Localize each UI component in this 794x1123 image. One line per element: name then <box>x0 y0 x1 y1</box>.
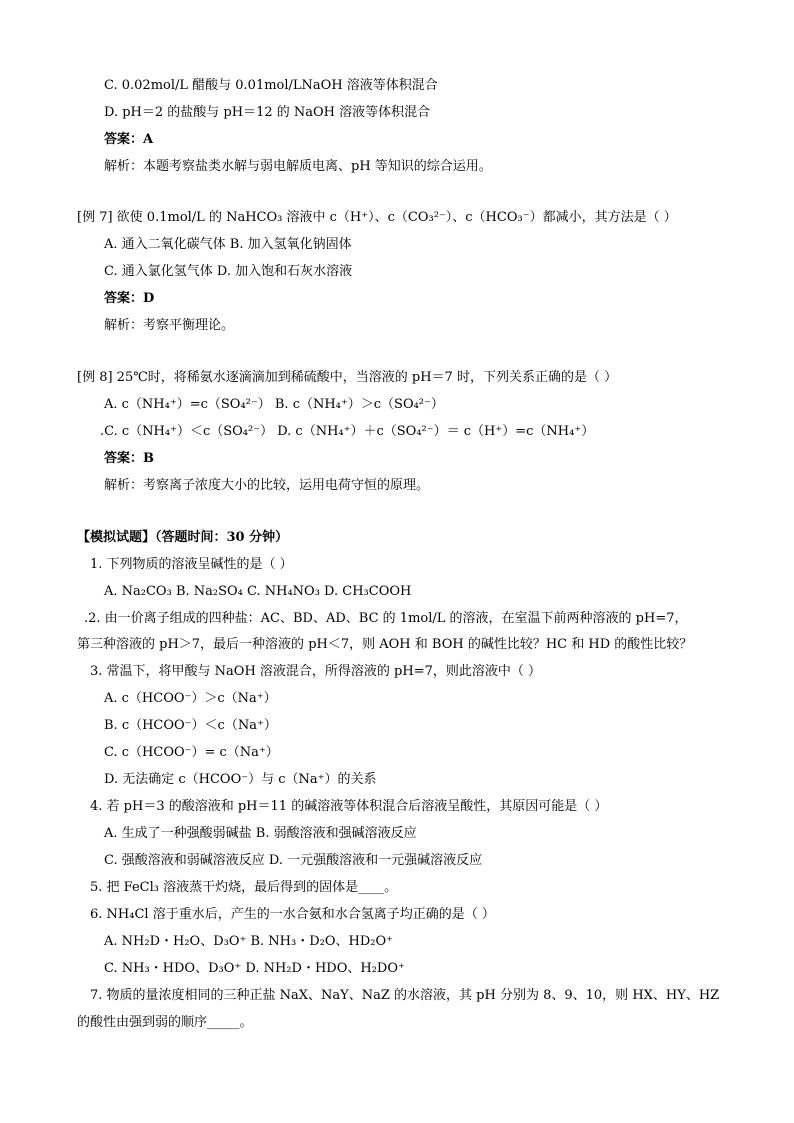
section-heading: 【模拟试题】（答题时间：30 分钟） <box>77 530 289 545</box>
question-6: 6. NH₄Cl 溶于重水后，产生的一水合氨和水合氢离子均正确的是（ ） <box>90 907 495 922</box>
example-7-question: [例 7] 欲使 0.1mol/L 的 NaHCO₃ 溶液中 c（H⁺）、c（CO₃²⁻）、c（HCO₃⁻）都减小，其方法是（ ） <box>77 210 677 225</box>
analysis-line: 解析：考察离子浓度大小的比较，运用电荷守恒的原理。 <box>104 478 430 493</box>
text-line: D. pH＝2 的盐酸与 pH＝12 的 NaOH 溶液等体积混合 <box>104 105 431 120</box>
answer-line: 答案：A <box>104 132 154 147</box>
text-line: A. 生成了一种强酸弱碱盐 B. 弱酸溶液和强碱溶液反应 <box>104 826 417 841</box>
text-line: C. 通入氯化氢气体 D. 加入饱和石灰水溶液 <box>104 264 353 279</box>
question-7: 7. 物质的量浓度相同的三种正盐 NaX、NaY、NaZ 的水溶液，其 pH 分别为 8、9、10，则 HX、HY、HZ <box>90 988 720 1003</box>
text-line: 第三种溶液的 pH＞7，最后一种溶液的 pH＜7，则 AOH 和 BOH 的碱性比较？HC 和 HD 的酸性比较？ <box>77 637 693 652</box>
analysis-line: 解析：考察平衡理论。 <box>104 318 235 333</box>
text-line: D. 无法确定 c（HCOO⁻）与 c（Na⁺）的关系 <box>104 772 377 787</box>
answer-line: 答案：D <box>104 291 155 306</box>
text-line: A. c（NH₄⁺）=c（SO₄²⁻） B. c（NH₄⁺）＞c（SO₄²⁻） <box>104 397 444 412</box>
question-4: 4. 若 pH＝3 的酸溶液和 pH＝11 的碱溶液等体积混合后溶液呈酸性，其原因可能是（ ） <box>90 799 608 814</box>
answer-line: 答案：B <box>104 451 154 466</box>
text-line: .C. c（NH₄⁺）＜c（SO₄²⁻） D. c（NH₄⁺）＋c（SO₄²⁻）＝ c（H⁺）=c（NH₄⁺） <box>100 424 595 439</box>
text-line: A. NH₂D・H₂O、D₃O⁺ B. NH₃・D₂O、HD₂O⁺ <box>104 934 394 949</box>
text-line: A. 通入二氧化碳气体 B. 加入氢氧化钠固体 <box>104 237 352 252</box>
text-line: A. c（HCOO⁻）＞c（Na⁺） <box>104 691 277 706</box>
question-5: 5. 把 FeCl₃ 溶液蒸干灼烧，最后得到的固体是____。 <box>90 880 398 895</box>
text-line: A. Na₂CO₃ B. Na₂SO₄ C. NH₄NO₃ D. CH₃COOH <box>104 584 412 599</box>
text-line: B. c（HCOO⁻）＜c（Na⁺） <box>104 718 277 733</box>
question-1: 1. 下列物质的溶液呈碱性的是（ ） <box>90 557 293 572</box>
analysis-line: 解析：本题考察盐类水解与弱电解质电离、pH 等知识的综合运用。 <box>104 159 492 174</box>
question-2: .2. 由一价离子组成的四种盐：AC、BD、AD、BC 的 1mol/L 的溶液，在室温下前两种溶液的 pH=7， <box>84 611 688 626</box>
text-line: C. NH₃・HDO、D₃O⁺ D. NH₂D・HDO、H₂DO⁺ <box>104 961 405 976</box>
text-line: C. 0.02mol/L 醋酸与 0.01mol/LNaOH 溶液等体积混合 <box>104 78 438 93</box>
text-line: 的酸性由强到弱的顺序_____。 <box>77 1015 253 1030</box>
text-line: C. c（HCOO⁻）= c（Na⁺） <box>104 745 279 760</box>
question-3: 3. 常温下，将甲酸与 NaOH 溶液混合，所得溶液的 pH=7，则此溶液中（ ） <box>90 664 542 679</box>
example-8-question: [例 8] 25℃时，将稀氨水逐滴滴加到稀硫酸中，当溶液的 pH＝7 时，下列关系正确的是（ ） <box>77 370 618 385</box>
text-line: C. 强酸溶液和弱碱溶液反应 D. 一元强酸溶液和一元强碱溶液反应 <box>104 853 483 868</box>
